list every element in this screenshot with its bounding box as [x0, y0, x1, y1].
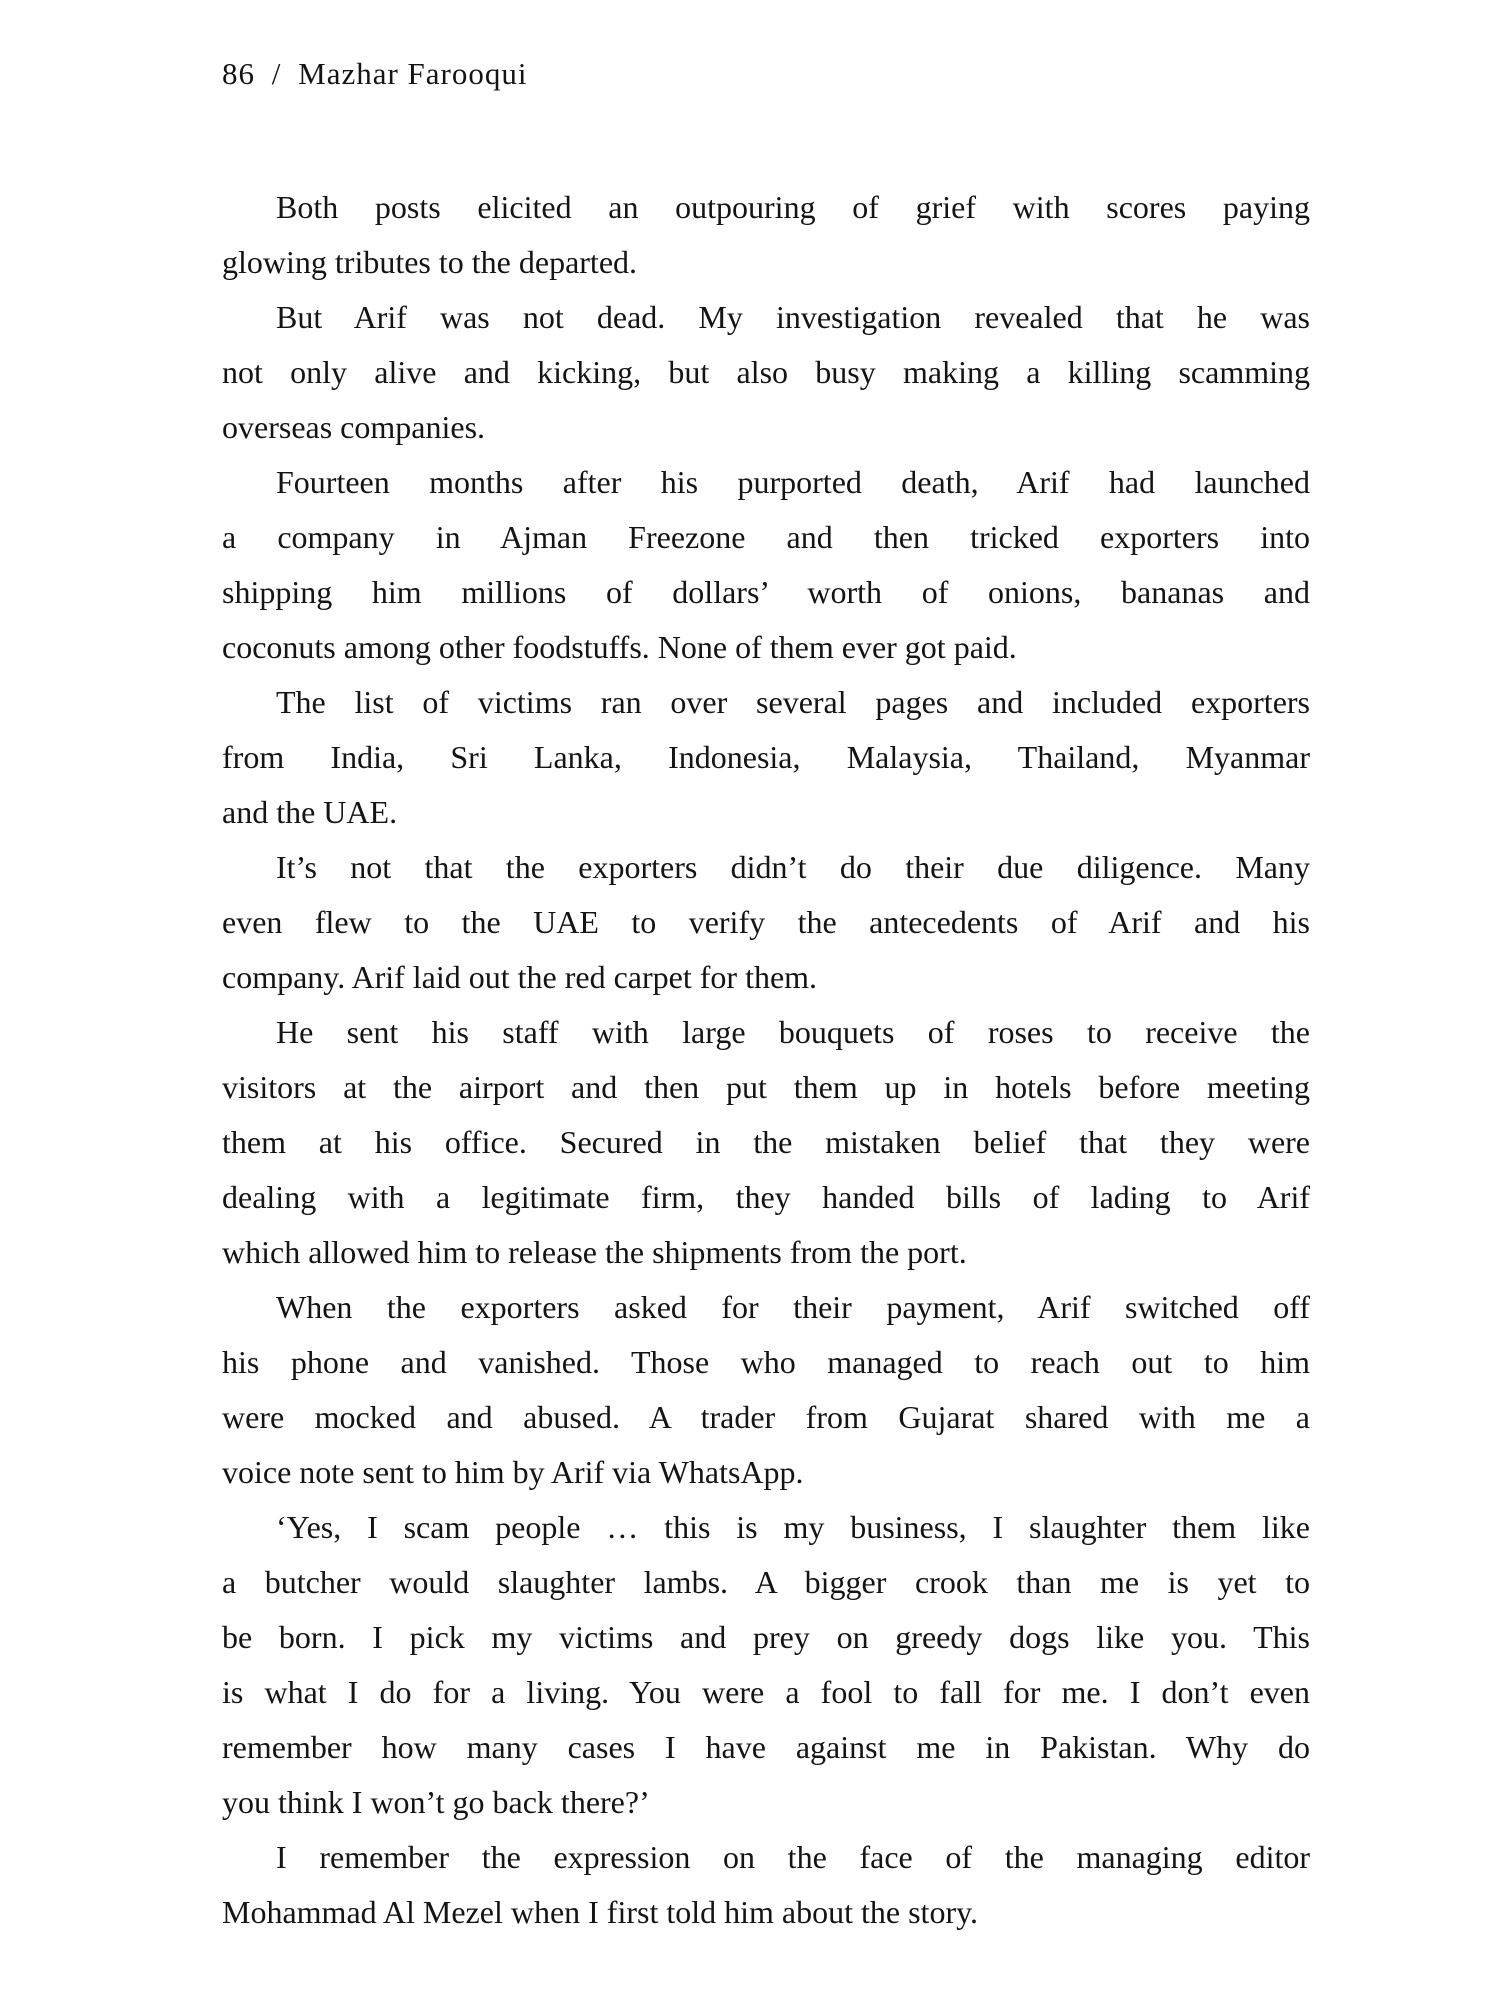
- text-line: He sent his staff with large bouquets of roses to receive the: [276, 1014, 1310, 1050]
- paragraph: [222, 840, 1310, 1005]
- paragraph: [222, 290, 1310, 455]
- text-line: be born. I pick my victims and prey on greedy dogs like you. This: [222, 1619, 1310, 1655]
- text-line: remember how many cases I have against me in Pakistan. Why do: [222, 1729, 1310, 1765]
- text-line: is what I do for a living. You were a fool to fall for me. I don’t even: [222, 1674, 1310, 1710]
- paragraph: [222, 1005, 1310, 1280]
- paragraph: [222, 180, 1310, 290]
- text-line: even flew to the UAE to verify the antecedents of Arif and his: [222, 904, 1310, 940]
- paragraph: [222, 1830, 1310, 1940]
- text-line: I remember the expression on the face of the managing editor: [276, 1839, 1310, 1875]
- page-number: 86: [222, 56, 255, 91]
- text-line: from India, Sri Lanka, Indonesia, Malaysia, Thailand, Myanmar: [222, 739, 1310, 775]
- paragraph: [222, 1500, 1310, 1830]
- text-line: company. Arif laid out the red carpet for them.: [222, 959, 818, 995]
- text-line: a butcher would slaughter lambs. A bigger crook than me is yet to: [222, 1564, 1310, 1600]
- text-line: Both posts elicited an outpouring of grief with scores paying: [276, 189, 1310, 225]
- text-line: shipping him millions of dollars’ worth of onions, bananas and: [222, 574, 1310, 610]
- paragraph: [222, 675, 1310, 840]
- text-line: and the UAE.: [222, 794, 398, 830]
- text-line: But Arif was not dead. My investigation revealed that he was: [276, 299, 1310, 335]
- text-line: which allowed him to release the shipments from the port.: [222, 1234, 967, 1270]
- text-line: Mohammad Al Mezel when I first told him about the story.: [222, 1894, 979, 1930]
- text-line: were mocked and abused. A trader from Gujarat shared with me a: [222, 1399, 1310, 1435]
- page-body: [222, 180, 1310, 1940]
- text-line: ‘Yes, I scam people … this is my business, I slaughter them like: [276, 1509, 1310, 1545]
- text-line: visitors at the airport and then put them up in hotels before meeting: [222, 1069, 1310, 1105]
- text-line: overseas companies.: [222, 409, 486, 445]
- text-line: his phone and vanished. Those who managed to reach out to him: [222, 1344, 1310, 1380]
- text-line: glowing tributes to the departed.: [222, 244, 638, 280]
- header-separator: /: [271, 56, 282, 91]
- author-name: Mazhar Farooqui: [298, 56, 528, 91]
- running-header: [222, 56, 527, 92]
- text-line: coconuts among other foodstuffs. None of them ever got paid.: [222, 629, 1017, 665]
- text-line: you think I won’t go back there?’: [222, 1784, 650, 1820]
- paragraph: [222, 1280, 1310, 1500]
- text-line: The list of victims ran over several pages and included exporters: [276, 684, 1310, 720]
- text-line: When the exporters asked for their payment, Arif switched off: [276, 1289, 1310, 1325]
- text-line: voice note sent to him by Arif via WhatsApp.: [222, 1454, 804, 1490]
- text-line: It’s not that the exporters didn’t do their due diligence. Many: [276, 849, 1310, 885]
- text-line: Fourteen months after his purported death, Arif had launched: [276, 464, 1310, 500]
- text-line: not only alive and kicking, but also busy making a killing scamming: [222, 354, 1310, 390]
- text-line: them at his office. Secured in the mistaken belief that they were: [222, 1124, 1310, 1160]
- text-line: dealing with a legitimate firm, they handed bills of lading to Arif: [222, 1179, 1310, 1215]
- paragraph: [222, 455, 1310, 675]
- text-line: a company in Ajman Freezone and then tricked exporters into: [222, 519, 1310, 555]
